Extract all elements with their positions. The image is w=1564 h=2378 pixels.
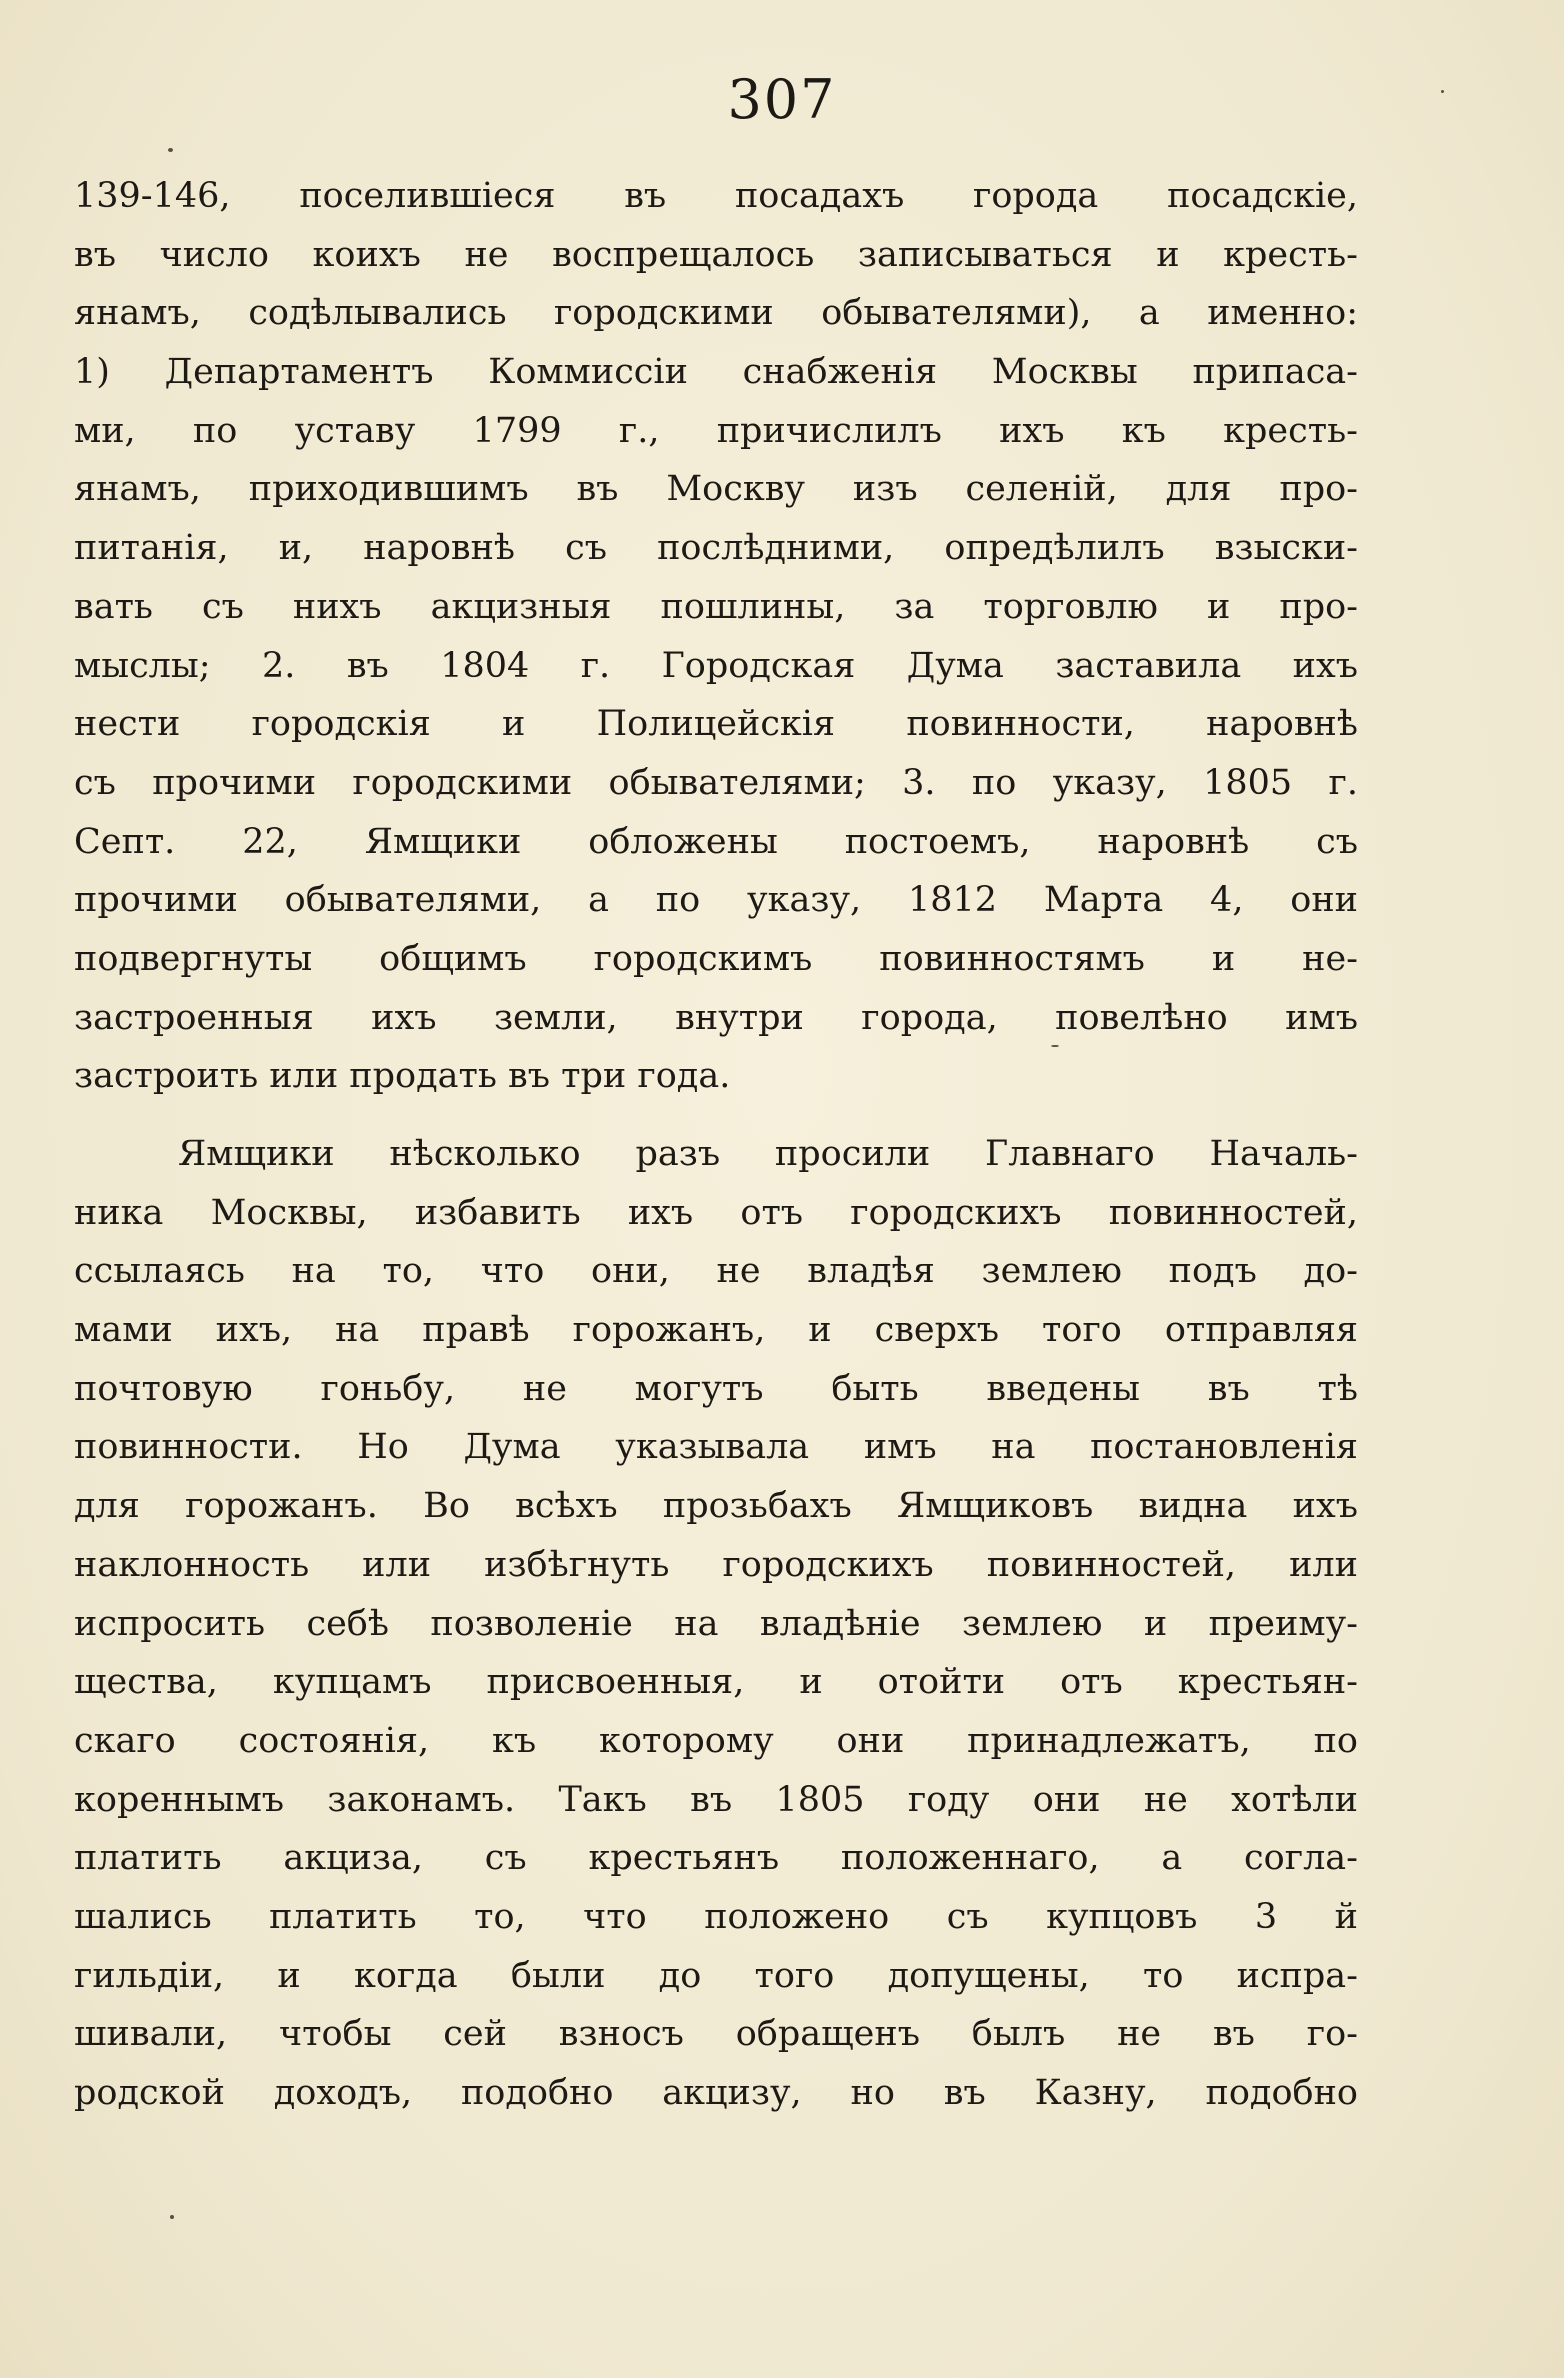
paper-speck [170, 2215, 174, 2219]
text-line: ми, по уставу 1799 г., причислилъ ихъ къ кресть- [74, 410, 1358, 451]
text-line: скаго состоянія, къ которому они принадлежатъ, по [74, 1720, 1358, 1761]
text-line: щества, купцамъ присвоенныя, и отойти отъ крестьян- [74, 1662, 1358, 1703]
text-line: Ямщики нѣсколько разъ просили Главнаго Началь- [178, 1134, 1358, 1174]
text-line: родской доходъ, подобно акцизу, но въ Казну, подобно [74, 2073, 1358, 2113]
text-line: нести городскія и Полицейскія повинности, наровнѣ [74, 704, 1358, 745]
text-line: для горожанъ. Во всѣхъ прозьбахъ Ямщиковъ видна ихъ [74, 1486, 1358, 1527]
text-line: ника Москвы, избавить ихъ отъ городскихъ повинностей, [74, 1192, 1358, 1233]
text-line: подвергнуты общимъ городскимъ повинностямъ и не- [74, 938, 1358, 979]
paragraph-2 [74, 1125, 1358, 2123]
text-line: въ число коихъ не воспрещалось записываться и кресть- [74, 234, 1358, 275]
text-line: прочими обывателями, а по указу, 1812 Марта 4, они [74, 880, 1358, 921]
text-line: Септ. 22, Ямщики обложены постоемъ, наровнѣ съ [74, 821, 1358, 862]
text-line: гильдіи, и когда были до того допущены, то испра- [74, 1955, 1358, 1996]
text-line: застроенныя ихъ земли, внутри города, повелѣно имъ [74, 997, 1358, 1038]
text-line: наклонность или избѣгнуть городскихъ повинностей, или [74, 1544, 1358, 1585]
page-number: 307 [727, 68, 837, 131]
text-line: шались платить то, что положено съ купцовъ 3 й [74, 1896, 1358, 1937]
text-line: испросить себѣ позволеніе на владѣніе землею и преиму- [74, 1603, 1358, 1644]
text-line: шивали, чтобы сей взносъ обращенъ былъ не въ го- [74, 2014, 1358, 2055]
text-line: янамъ, содѣлывались городскими обывателями), а именно: [74, 293, 1358, 334]
text-line: мыслы; 2. въ 1804 г. Городская Дума заставила ихъ [74, 645, 1358, 686]
paper-speck [168, 148, 173, 152]
text-line: 139-146, поселившіеся въ посадахъ города посадскіе, [74, 176, 1358, 216]
paper-speck [1051, 1045, 1059, 1047]
text-line: почтовую гоньбу, не могутъ быть введены въ тѣ [74, 1368, 1358, 1409]
text-line: янамъ, приходившимъ въ Москву изъ селеній, для про- [74, 469, 1358, 510]
paper-speck [1441, 90, 1444, 93]
text-line: вать съ нихъ акцизныя пошлины, за торговлю и про- [74, 586, 1358, 627]
text-line: съ прочими городскими обывателями; 3. по указу, 1805 г. [74, 762, 1358, 803]
text-line: застроить или продать въ три года. [74, 1056, 731, 1097]
text-line: мами ихъ, на правѣ горожанъ, и сверхъ того отправляя [74, 1310, 1358, 1351]
text-line: питанія, и, наровнѣ съ послѣдними, опредѣлилъ взыски- [74, 528, 1358, 569]
text-line: платить акциза, съ крестьянъ положеннаго, а согла- [74, 1838, 1358, 1879]
text-line: 1) Департаментъ Коммиссіи снабженія Москвы припаса- [74, 352, 1358, 393]
text-line: повинности. Но Дума указывала имъ на постановленія [74, 1427, 1358, 1468]
paragraph-1 [74, 167, 1358, 1106]
text-line: кореннымъ законамъ. Такъ въ 1805 году они не хотѣли [74, 1779, 1358, 1820]
text-line: ссылаясь на то, что они, не владѣя землею подъ до- [74, 1251, 1358, 1292]
